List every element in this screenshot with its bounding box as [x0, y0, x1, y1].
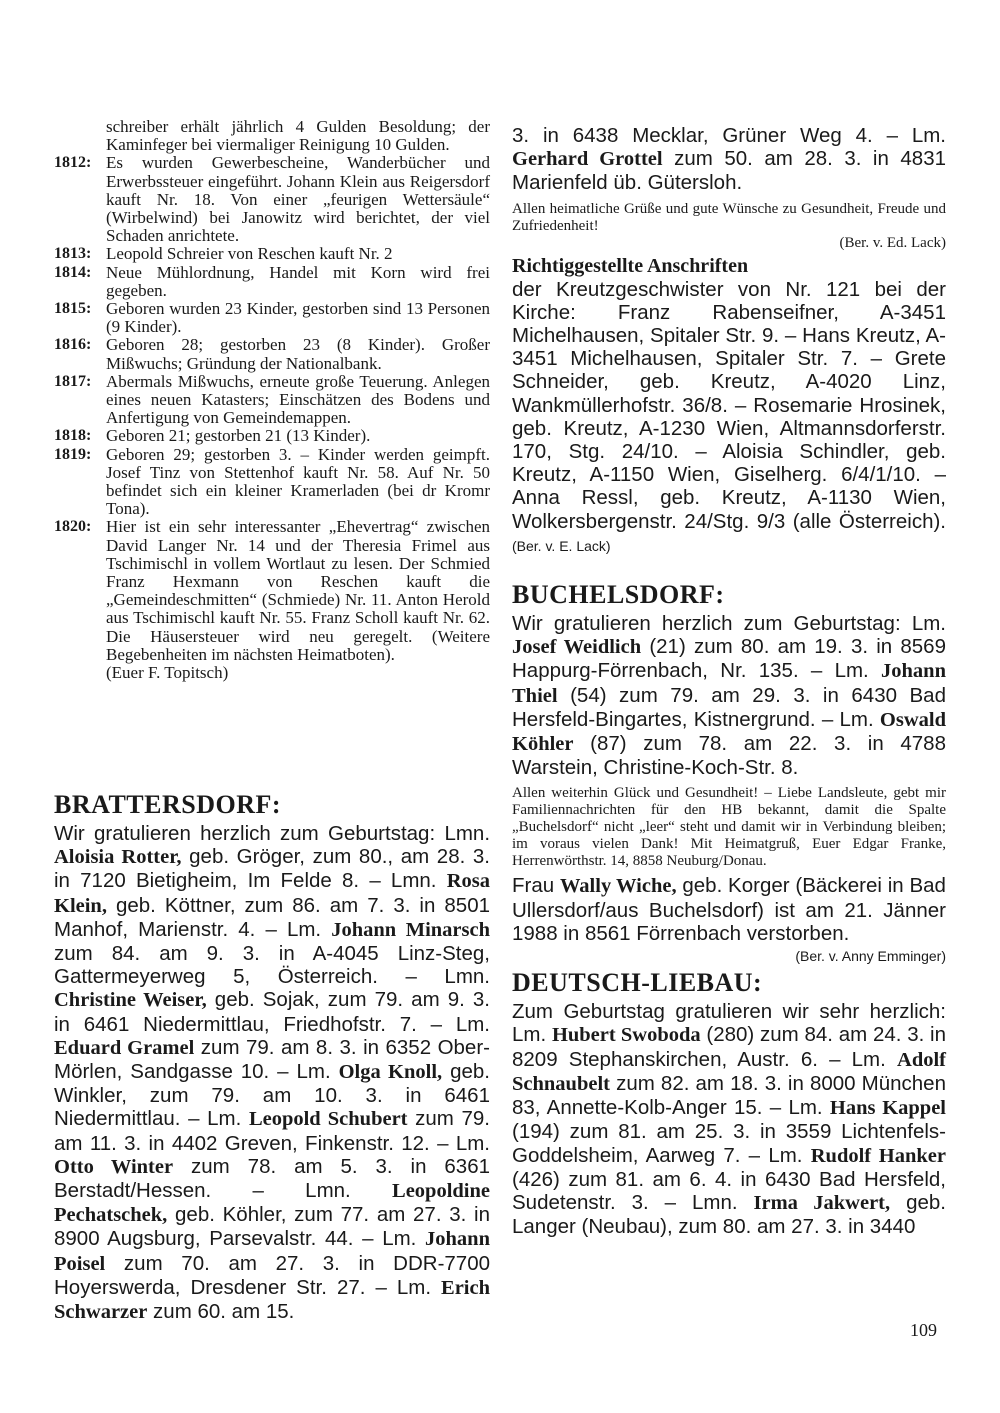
person-name: Christine Weiser, [54, 989, 207, 1012]
text-run: geb. Köhler, zum 77. am 27. 3. in 8900 Augsburg, Parsevalstr. 44. – Lm. [54, 1203, 490, 1251]
chronicle-text: Abermals Mißwuchs, erneute große Teuerung. Anlegen eines neuen Katasters; Einschätzen des Bodens und Anfertigung von Gemeindemappen. [106, 371, 490, 428]
brattersdorf-section [54, 790, 490, 1324]
text-run: (194) zum 81. am 25. 3. in 3559 Lichtenfels-Goddelsheim, Aarweg 7. – Lm. [512, 1120, 946, 1167]
person-name: Eduard Gramel [54, 1036, 195, 1059]
text-run: zum 78. am 5. 3. in 6361 Berstadt/Hessen. – Lmn. [54, 1154, 491, 1203]
text-run: geb. Sojak, zum 79. am 9. 3. in 6461 Niedermittlau, Friedhofstr. 7. – Lm. [54, 988, 490, 1036]
brattersdorf-heading: BRATTERSDORF: [54, 790, 282, 819]
chronicle-text: Geboren wurden 23 Kinder, gestorben sind 13 Personen (9 Kinder). [106, 299, 490, 337]
person-name: Hubert Swoboda [551, 1024, 701, 1047]
right-column [512, 124, 946, 1238]
text-run: Lmn. [444, 822, 491, 845]
chronicle-year: 1813: [54, 245, 92, 263]
text-run: geb. Gröger, zum 80., am 28. 3. in 7120 Bietigheim, Im Felde 8. – Lmn. [54, 845, 490, 893]
text-run: zum 84. am 9. 3. in A-4045 Linz-Steg, Gattermeyerweg 5, Österreich. – Lmn. [54, 942, 490, 989]
person-name: Wally Wiche, [559, 875, 677, 898]
person-name: Hans Kappel [829, 1097, 946, 1120]
deutsch-liebau-heading: DEUTSCH-LIEBAU: [512, 968, 763, 998]
person-name: Leopold Schubert [248, 1108, 408, 1131]
chronicle-year: 1820: [54, 518, 92, 536]
text-run: Lm. [911, 612, 947, 636]
text-run: (54) zum 79. am 29. 3. in 6430 Bad Hersfeld-Bingartes, Kistnergrund. – Lm. [512, 683, 946, 731]
chronicle-text: Geboren 29; gestorben 3. – Kinder werden geimpft. Josef Tinz von Stettenhof kauft Nr. 58. Auf Nr. 50 befindet sich ein kleiner Kramerladen (bei dr Kromr Tona). [106, 444, 490, 519]
text-run: (87) zum 78. am 22. 3. in 4788 Warstein, Christine-Koch-Str. 8. [512, 732, 946, 780]
text-run: Frau [512, 874, 560, 898]
person-name: Johann Minarsch [331, 918, 490, 941]
text-run: geb. Langer (Neubau), zum 80. am 27. 3. in 3440 [512, 1190, 946, 1239]
person-name: Rudolf Hanker [810, 1144, 946, 1167]
buchelsdorf-text [512, 612, 946, 779]
person-name: Adolf Schnaubelt [512, 1048, 946, 1095]
anschriften-credit: (Ber. v. E. Lack) [512, 537, 611, 554]
text-run: zum 79. am 8. 3. in 6352 Ober-Mörlen, Sandgasse 10. – Lm. [54, 1035, 490, 1084]
chronicle-signature-row [54, 664, 490, 682]
text-run: zum 82. am 18. 3. in 8000 München 83, Annette-Kolb-Anger 15. – Lm. [512, 1071, 946, 1120]
chronicle-entry [54, 264, 490, 300]
chronicle-entry [54, 336, 490, 372]
person-name: Otto Winter [54, 1155, 174, 1178]
chronicle-year: 1818: [54, 427, 92, 445]
text-run: geb. Köttner, zum 86. am 7. 3. in 8501 Manhof, Marienstr. 4. – Lm. [54, 893, 490, 941]
obituary-paragraph [512, 874, 946, 965]
text-run: zum 50. am 28. 3. in 4831 Marienfeld üb. Gütersloh. [512, 147, 946, 195]
chronicle-entry [54, 446, 490, 519]
person-name: Leopoldine Pechatschek, [54, 1180, 490, 1227]
chronicle-text: Neue Mühlordnung, Handel mit Korn wird frei gegeben. [106, 262, 490, 300]
text-run: geb. Korger (Bäckerei in Bad Ullersdorf/aus Buchelsdorf) ist am 21. Jänner 1988 in 8561 Förrenbach verstorben. [512, 874, 946, 945]
chronicle-year: 1817: [54, 372, 92, 390]
greeting-note: Allen heimatliche Grüße und gute Wünsche zu Gesundheit, Freude und Zufriedenheit! [512, 200, 946, 234]
chronicle-lead: schreiber erhält jährlich 4 Gulden Besoldung; der Kaminfeger bei viermaliger Reinigung 10 Gulden. [106, 117, 490, 155]
chronicle-text: Leopold Schreier von Reschen kauft Nr. 2 [106, 244, 393, 264]
emminger-credit: (Ber. v. Anny Emminger) [795, 948, 946, 965]
text-run: 3. in 6438 Mecklar, Grüner Weg 4. – Lm. [512, 124, 946, 147]
text-run: Zum Geburtstag gratulieren wir sehr herzlich: Lm. [512, 1000, 946, 1047]
person-name: Josef Weidlich [512, 636, 642, 659]
text-run: (280) zum 84. am 24. 3. in 8209 Stephanskirchen, Austr. 6. – Lm. [512, 1023, 947, 1071]
chronicle-year: 1814: [54, 263, 92, 281]
buchelsdorf-intro: Wir gratulieren herzlich zum Geburtstag: [512, 612, 901, 636]
person-name: Gerhard Grottel [512, 148, 663, 171]
person-name: Johann Thiel [512, 660, 946, 707]
chronicle-entries [54, 154, 490, 664]
deutsch-liebau-text [512, 1000, 946, 1238]
chronicle-year: 1812: [54, 154, 92, 172]
chronicle-year: 1816: [54, 336, 92, 354]
person-name: Rosa Klein, [54, 870, 490, 917]
person-name: Aloisia Rotter, [54, 846, 182, 869]
text-run: der Kreutzgeschwister von Nr. 121 bei der Kirche: Franz Rabenseifner, A-3451 Michelhausen, Spitaler Str. 9. – Hans Kreutz, A-3451 Michelhausen, Spitaler Str. 7. – Grete Schneider, geb. Kreutz, A-4020 Linz, Wankmüllerhofstr. 36/8. – Rosemarie Hrosinek, geb. Kreutz, A-1230 Wien, Altmannsdorferstr. 170, Stg. 24/10. – Aloisia Schindler, geb. Kreutz, A-1150 Wien, Giselherg. 6/4/1/10. – Anna Ressl, geb. Kreutz, A-1130 Wien, Wolkersbergenstr. 24/Stg. 9/3 (alle Österreich). [512, 277, 946, 533]
chronicle-year: 1815: [54, 300, 92, 318]
text-run: zum 70. am 27. 3. in DDR-7700 Hoyerswerda, Dresdener Str. 27. – Lm. [54, 1251, 490, 1299]
chronicle-entry [54, 373, 490, 428]
chronicle-year: 1819: [54, 445, 92, 463]
text-run: zum 60. am 15. [147, 1300, 295, 1324]
anschriften-heading: Richtiggestellte Anschriften [512, 254, 749, 277]
anschriften-text [512, 278, 946, 558]
chronicle-entry [54, 427, 490, 445]
person-name: Johann Poisel [54, 1228, 490, 1275]
buchelsdorf-heading: BUCHELSDORF: [512, 580, 725, 610]
chronicle-signature: (Euer F. Topitsch) [106, 663, 229, 683]
brattersdorf-text [54, 822, 490, 1324]
person-name: Irma Jakwert, [753, 1191, 891, 1214]
chronicle-entry [54, 245, 490, 263]
page-number: 109 [910, 1320, 937, 1340]
chronicle-text: Geboren 21; gestorben 21 (13 Kinder). [106, 426, 371, 446]
grottel-paragraph [512, 124, 946, 195]
person-name: Olga Knoll, [338, 1061, 443, 1084]
person-name: Oswald Köhler [512, 708, 946, 756]
chronicle-text: Geboren 28; gestorben 23 (8 Kinder). Großer Mißwuchs; Gründung der Nationalbank. [106, 335, 490, 373]
chronicle-entry [54, 518, 490, 664]
chronicle [54, 118, 490, 682]
lack-credit: (Ber. v. Ed. Lack) [839, 234, 946, 251]
chronicle-text: Hier ist ein sehr interessanter „Ehevertrag“ zwischen David Langer Nr. 14 und der Theresia Frimel aus Tschimischl in vollem Wortlaut zu lesen. Der Schmied Franz Hexmann von Reschen kauft die „Gemeindeschmitten“ (Schmiede) Nr. 11. Anton Herold aus Tschimischl kauft Nr. 55. Franz Scholl kauft Nr. 62. Die Häusersteuer wird neu geregelt. (Weitere Begebenheiten im nächsten Heimatboten). [106, 517, 490, 664]
text-run: (21) zum 80. am 19. 3. in 8569 Happurg-Förrenbach, Nr. 135. – Lm. [512, 635, 946, 683]
chronicle-entry [54, 300, 490, 336]
text-run: (426) zum 81. am 6. 4. in 6430 Bad Hersfeld, Sudetenstr. 3. – Lmn. [512, 1167, 946, 1214]
text-run: geb. Winkler, zum 79. am 10. 3. in 6461 Niedermittlau. – Lm. [54, 1060, 490, 1131]
person-name: Erich Schwarzer [54, 1276, 490, 1324]
chronicle-text: Es wurden Gewerbescheine, Wanderbücher und Erwerbssteuer eingeführt. Johann Klein aus Reigersdorf kauft Nr. 18. Von einer „feurigen Wettersäule“ (Wirbelwind) bei Janowitz wird berichtet, der viel Schaden anrichtete. [106, 153, 490, 246]
buchelsdorf-note: Allen weiterhin Glück und Gesundheit! – Liebe Landsleute, gebt mir Familiennachrichten für den HB bekannt, damit die Spalte „Buchelsdorf“ nicht „leer“ steht und damit wir in Verbindung bleiben; im voraus vielen Dank! Mit Heimatgruß, Euer Edgar Franke, Herrenwörthstr. 14, 8858 Neuburg/Donau. [512, 785, 946, 870]
chronicle-entry [54, 154, 490, 245]
brattersdorf-intro: Wir gratulieren herzlich zum Geburtstag: [54, 822, 436, 845]
text-run: zum 79. am 11. 3. in 4402 Greven, Finkenstr. 12. – Lm. [54, 1107, 490, 1155]
